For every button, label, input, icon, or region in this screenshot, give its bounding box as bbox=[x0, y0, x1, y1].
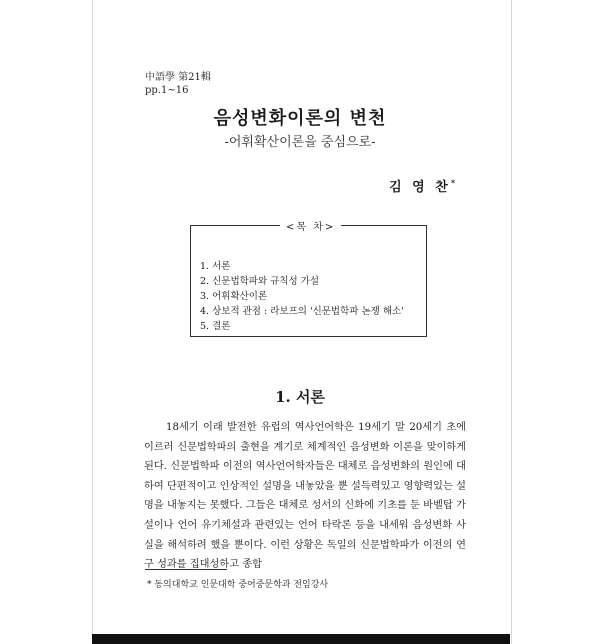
body-paragraph: 18세기 이래 발전한 유럽의 역사언어학은 19세기 말 20세기 초에 이르러 신문법학파의 출현을 계기로 체계적인 음성변화 이론을 맞이하게 된다. 신문법학파 이전의 역사언어학자들은 대체로 음성변화의 원인에 대하여 단편적이고 인상적인 설명을 내놓았을 뿐 설득력있고 영향력있는 설명을 내놓지는 못했다. 그들은 대체로 성서의 신화에 기초를 둔 바벨탑 가설이나 언어 유기체설과 관련있는 언어 타락론 등을 내세워 음성변화 사실을 해석하려 했을 뿐이다. 이런 상황은 독일의 신문법학파가 이전의 연구 성과를 집대성하고 종합 bbox=[144, 422, 466, 571]
paper-subtitle: -어휘확산이론을 중심으로- bbox=[224, 135, 376, 150]
journal-info bbox=[145, 71, 211, 97]
toc-item: 5. 결론 bbox=[200, 321, 231, 332]
toc-title: <목 차> bbox=[280, 218, 341, 233]
author-name: 김 영 찬 bbox=[389, 180, 451, 195]
toc-list bbox=[200, 259, 404, 334]
footnote-rule bbox=[145, 569, 227, 570]
author-footnote-mark: * bbox=[450, 177, 455, 188]
section-heading: 1. 서론 bbox=[275, 388, 325, 406]
toc-item: 1. 서론 bbox=[200, 261, 231, 272]
toc-item: 2. 신문법학파와 규칙성 가설 bbox=[200, 276, 320, 287]
toc-item: 3. 어휘확산이론 bbox=[200, 291, 268, 302]
journal-pages: pp.1~16 bbox=[145, 85, 189, 96]
author bbox=[389, 176, 455, 195]
toc-item: 4. 상보적 관점 : 라보프의 '신문법학파 논쟁 해소' bbox=[200, 306, 404, 317]
scan-bottom-bar bbox=[92, 634, 510, 644]
journal-name: 中語學 第21輯 bbox=[145, 72, 211, 83]
paper-title: 음성변화이론의 변천 bbox=[213, 108, 387, 129]
footnote: * 동의대학교 인문대학 중어중문학과 전임강사 bbox=[147, 580, 329, 590]
